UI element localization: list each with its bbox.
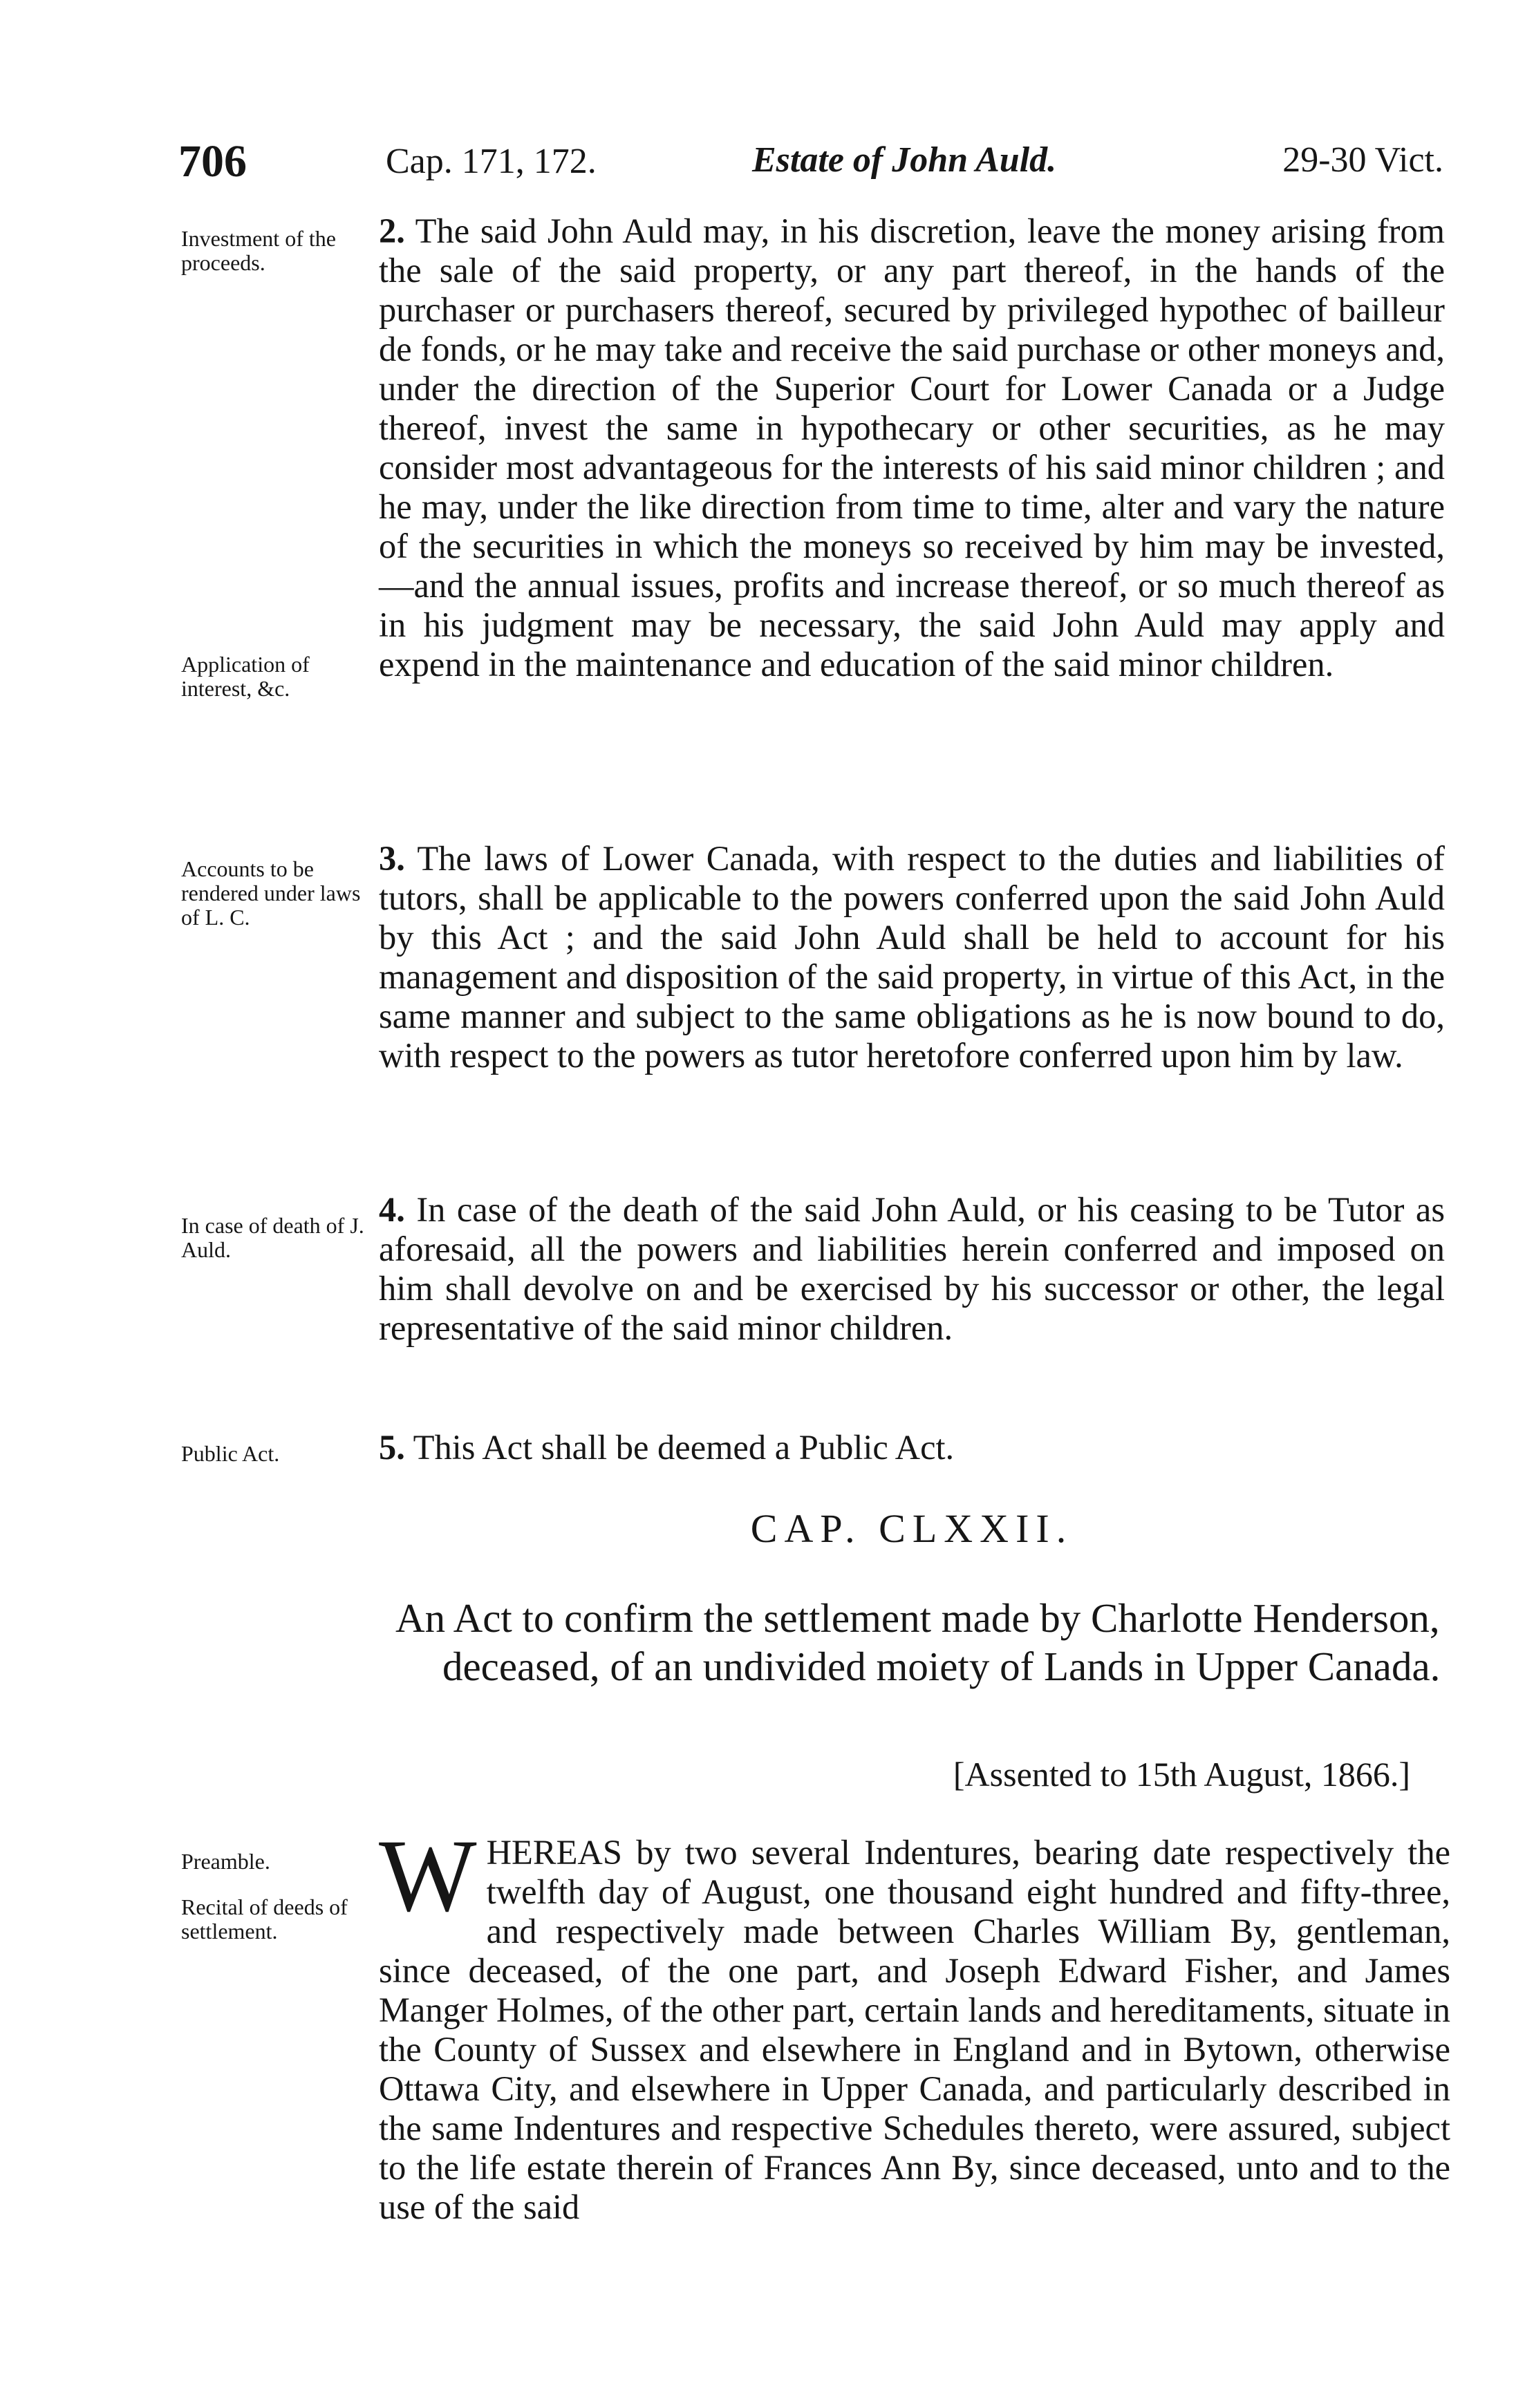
page-number: 706	[178, 136, 247, 187]
running-header	[178, 135, 1443, 187]
drop-cap: W	[379, 1818, 477, 1933]
section-5	[379, 1428, 1445, 1467]
preamble-paragraph	[379, 1818, 1450, 2227]
section-number: 3.	[379, 839, 405, 878]
preamble-text: HEREAS by two several Indentures, bearing date respectively the twelfth day of August, one thousand eight hundred and fifty-three, and respectively made between Charles William By, gentleman, since deceased, of the one part, and Joseph Edward Fisher, and James Manger Holmes, of the other part, certain lands and hereditaments, situate in the County of Sussex and elsewhere in England and in Bytown, otherwise Ottawa City, and elsewhere in Upper Canada, and particularly described in the same Indentures and respective Schedules thereto, were assured, subject to the life estate therein of Frances Ann By, since deceased, unto and to the use of the said	[379, 1833, 1450, 2226]
regnal-year: 29-30 Vict.	[1282, 140, 1443, 180]
chapter-reference: Cap. 171, 172.	[386, 142, 597, 181]
section-number: 2.	[379, 211, 405, 250]
section-text: The laws of Lower Canada, with respect to the duties and liabilities of tutors, shall be applicable to the powers conferred upon the said John Auld by this Act ; and the said John Auld shall be held to account for his management and disposition of the said property, in virtue of this Act, in the same manner and subject to the same obligations as he is now bound to do, with respect to the powers as tutor heretofore conferred upon him by law.	[379, 839, 1445, 1075]
sidenote-application: Application of interest, &c.	[181, 652, 310, 701]
section-text: The said John Auld may, in his discretion, leave the money arising from the sale of the said property, or any part thereof, in the hands of the purchaser or purchasers thereof, secured by privileged hypothec of bailleur de fonds, or he may take and receive the said purchase or other moneys and, under the direction of the Superior Court for Lower Canada or a Judge thereof, invest the same in hypothecary or other securities, as he may consider most advantageous for the interests of his said minor children ; and he may, under the like direction from time to time, alter and vary the nature of the securities in which the moneys so received by him may be invested,—and the annual issues, profits and increase thereof, or so much thereof as in his judgment may be necessary, the said John Auld may apply and expend in the maintenance and education of the said minor children.	[379, 211, 1445, 684]
sidenote-recital: Recital of deeds of settlement.	[181, 1894, 348, 1944]
assent-date: [Assented to 15th August, 1866.]	[953, 1755, 1410, 1794]
running-title: Estate of John Auld.	[752, 140, 1057, 180]
section-number: 5.	[379, 1428, 405, 1467]
act-title: An Act to confirm the settlement made by Charlotte Henderson, deceased, of an undivided moiety of Lands in Upper Canada.	[395, 1595, 1441, 1689]
sidenote-accounts: Accounts to be rendered under laws of L. C.	[181, 856, 361, 930]
section-text: In case of the death of the said John Auld, or his ceasing to be Tutor as aforesaid, all the powers and liabilities herein conferred and imposed on him shall devolve on and be exercised by his successor or other, the legal representative of the said minor children.	[379, 1190, 1446, 1347]
section-text: This Act shall be deemed a Public Act.	[413, 1428, 955, 1467]
sidenote-investment: Investment of the proceeds.	[181, 226, 336, 275]
section-number: 4.	[379, 1190, 405, 1229]
section-3	[379, 839, 1445, 1075]
section-2	[379, 211, 1445, 684]
section-4	[379, 1190, 1445, 1348]
sidenote-death: In case of death of J. Auld.	[181, 1213, 364, 1262]
sidenote-preamble: Preamble.	[181, 1849, 270, 1874]
chapter-heading: CAP. CLXXII.	[750, 1506, 1074, 1551]
sidenote-public: Public Act.	[181, 1441, 280, 1466]
